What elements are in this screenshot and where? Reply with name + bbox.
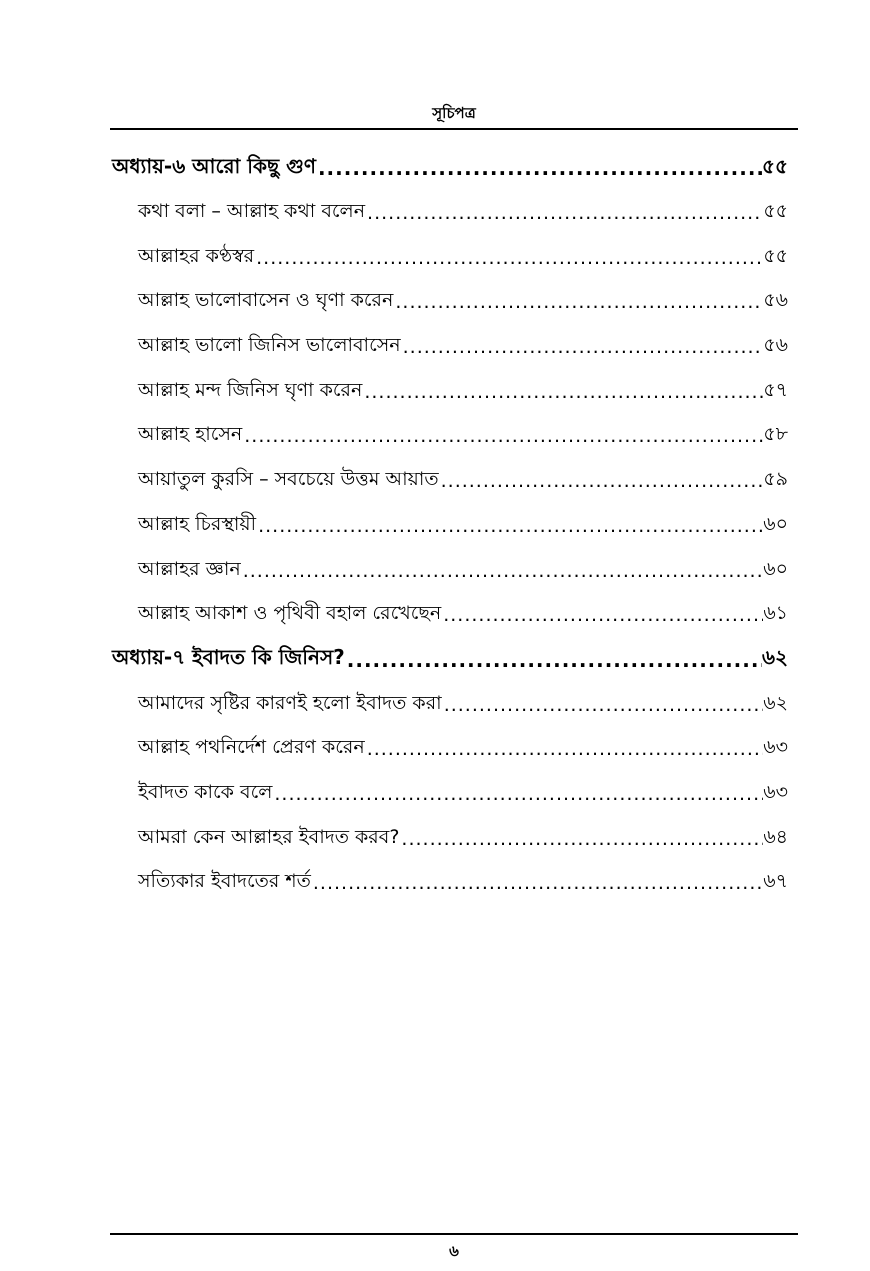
toc-dot-leader	[401, 336, 764, 358]
toc-dot-leader	[442, 694, 764, 716]
toc-entry-page: ৬৪	[763, 825, 788, 848]
toc-entry-page: ৫৯	[763, 468, 788, 491]
toc-entry-page: ৬২	[763, 691, 788, 714]
toc-entry-page: ৫৫	[762, 153, 788, 178]
toc-dot-leader	[362, 381, 763, 403]
toc-dot-leader	[242, 425, 763, 447]
toc-section-entry	[110, 191, 788, 236]
toc-entry-title: ইবাদত কাকে বলে	[138, 780, 273, 803]
toc-dot-leader	[399, 828, 763, 850]
toc-section-entry	[110, 459, 788, 504]
running-head-title: সূচিপত্র	[432, 104, 476, 122]
toc-entry-page: ৬০	[763, 512, 788, 535]
toc-entry-title: আল্লাহ চিরস্থায়ী	[138, 512, 257, 535]
toc-section-entry	[110, 504, 788, 549]
toc-dot-leader	[241, 560, 764, 582]
toc-section-entry	[110, 593, 788, 638]
toc-entry-page: ৬৭	[763, 870, 788, 893]
toc-entry-title: আয়াতুল কুরসি – সবচেয়ে উত্তম আয়াত	[138, 468, 439, 491]
header-rule	[110, 128, 798, 130]
toc-dot-leader	[256, 515, 763, 537]
toc-entry-title: আমরা কেন আল্লাহর ইবাদত করব?	[138, 825, 400, 848]
toc-dot-leader	[272, 783, 763, 805]
toc-dot-leader	[316, 156, 762, 180]
toc-entry-title: আল্লাহ হাসেন	[138, 423, 243, 446]
toc-section-entry	[110, 816, 788, 861]
toc-dot-leader	[439, 470, 764, 492]
toc-entry-title: আল্লাহ ভালো জিনিস ভালোবাসেন	[138, 334, 401, 357]
toc-entry-page: ৫৮	[763, 423, 788, 446]
toc-entry-page: ৫৫	[763, 244, 788, 267]
toc-entry-page: ৫৫	[763, 200, 788, 223]
page-number: ৬	[449, 1242, 459, 1260]
table-of-contents	[110, 146, 788, 906]
toc-section-entry	[110, 369, 788, 414]
toc-section-entry	[110, 682, 788, 727]
toc-dot-leader	[365, 738, 764, 760]
toc-chapter-entry	[110, 146, 788, 191]
toc-entry-page: ৬০	[763, 557, 788, 580]
toc-entry-title: কথা বলা – আল্লাহ কথা বলেন	[138, 200, 366, 223]
toc-dot-leader	[441, 604, 763, 626]
toc-section-entry	[110, 861, 788, 906]
toc-section-entry	[110, 548, 788, 593]
toc-entry-page: ৫৬	[763, 334, 788, 357]
toc-entry-page: ৬৩	[763, 736, 788, 759]
toc-entry-title: আল্লাহ মন্দ জিনিস ঘৃণা করেন	[138, 378, 363, 401]
toc-dot-leader	[393, 291, 763, 313]
toc-section-entry	[110, 727, 788, 772]
toc-dot-leader	[254, 247, 763, 269]
toc-chapter-entry	[110, 638, 788, 683]
toc-section-entry	[110, 280, 788, 325]
toc-dot-leader	[345, 648, 762, 672]
toc-entry-page: ৬৩	[763, 780, 788, 803]
toc-entry-page: ৬১	[763, 602, 788, 625]
toc-entry-page: ৬২	[761, 645, 788, 670]
toc-entry-title: অধ্যায়-৭ ইবাদত কি জিনিস?	[112, 645, 345, 670]
toc-entry-title: আল্লাহ আকাশ ও পৃথিবী বহাল রেখেছেন	[138, 602, 442, 625]
toc-dot-leader	[311, 872, 763, 894]
toc-entry-page: ৫৭	[763, 378, 788, 401]
toc-entry-title: আল্লাহ পথনির্দেশ প্রেরণ করেন	[138, 736, 365, 759]
toc-entry-title: আমাদের সৃষ্টির কারণই হলো ইবাদত করা	[138, 691, 442, 714]
toc-entry-page: ৫৬	[763, 289, 788, 312]
toc-dot-leader	[365, 202, 763, 224]
toc-entry-title: সত্যিকার ইবাদতের শর্ত	[138, 870, 311, 893]
toc-section-entry	[110, 325, 788, 370]
toc-section-entry	[110, 772, 788, 817]
footer-rule	[110, 1233, 798, 1235]
toc-section-entry	[110, 235, 788, 280]
toc-entry-title: আল্লাহর জ্ঞান	[138, 557, 241, 580]
toc-entry-title: আল্লাহর কণ্ঠস্বর	[138, 244, 255, 267]
toc-entry-title: অধ্যায়-৬ আরো কিছু গুণ	[112, 153, 316, 178]
toc-section-entry	[110, 414, 788, 459]
toc-entry-title: আল্লাহ ভালোবাসেন ও ঘৃণা করেন	[138, 289, 394, 312]
